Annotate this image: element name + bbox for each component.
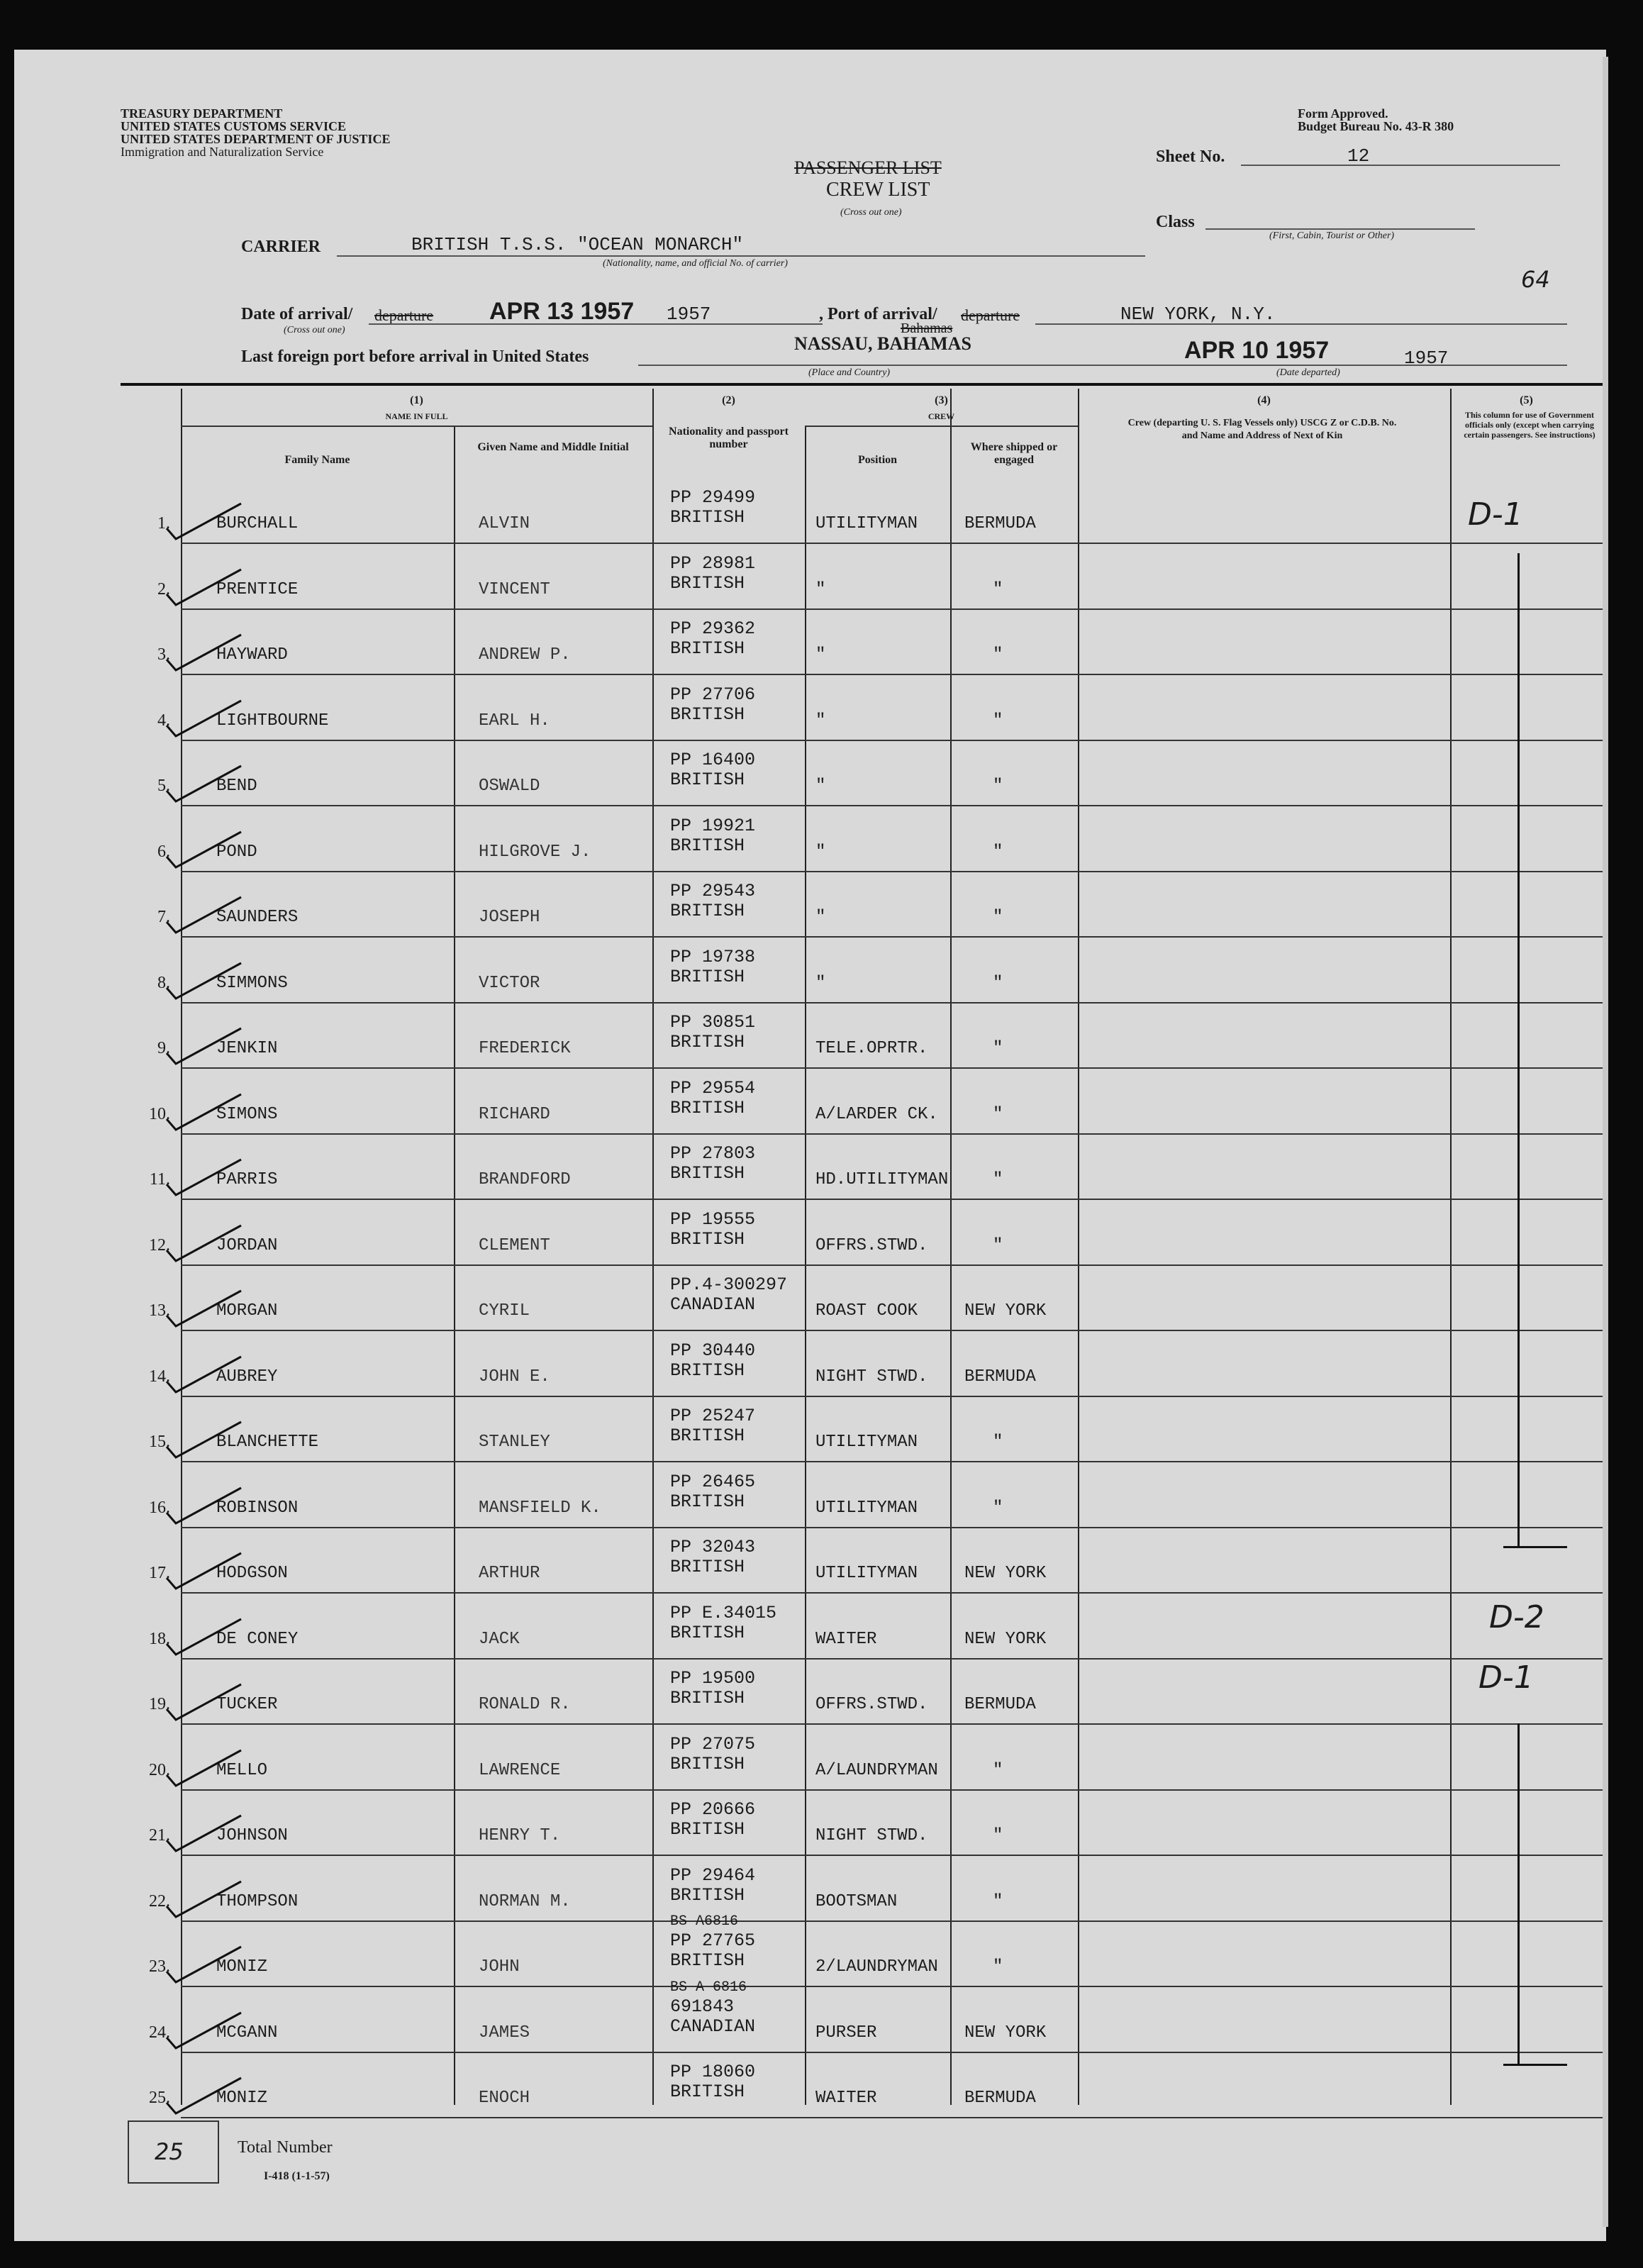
annotation-d2: D-2 <box>1489 1599 1544 1635</box>
nationality: BRITISH <box>670 966 745 987</box>
row-divider <box>181 1592 1603 1594</box>
position: " <box>815 842 826 862</box>
passport-number: PP 30440 <box>670 1340 756 1361</box>
place-note: (Place and Country) <box>808 367 891 378</box>
row-number: 19. <box>149 1695 170 1713</box>
check-mark-icon <box>163 1616 262 1658</box>
given-name: VICTOR <box>479 973 540 993</box>
position: UTILITYMAN <box>815 1498 918 1518</box>
passport-number: PP 28981 <box>670 552 756 574</box>
row-number: 22. <box>149 1891 170 1911</box>
position: WAITER <box>815 1629 877 1649</box>
passport-number: PP 19555 <box>670 1208 756 1230</box>
passport-number: PP 25247 <box>670 1406 756 1426</box>
position: A/LAUNDRYMAN <box>815 1760 938 1780</box>
given-name: RONALD R. <box>479 1695 571 1714</box>
nationality: BRITISH <box>670 1491 745 1512</box>
check-mark-icon <box>163 1287 262 1330</box>
given-name: ARTHUR <box>479 1564 540 1583</box>
check-mark-icon <box>163 1812 262 1855</box>
row-number: 1. <box>157 514 170 533</box>
annotation-d1-lower: D-1 <box>1478 1660 1534 1696</box>
passport-number: PP 29464 <box>670 1864 756 1886</box>
shipped-engaged: BERMUDA <box>964 2089 1036 2108</box>
passport-number: PP 29543 <box>670 881 756 901</box>
family-name: AUBREY <box>216 1367 278 1386</box>
last-port-struck: Bahamas <box>901 321 953 336</box>
passport-number: PP 20666 <box>670 1799 756 1820</box>
given-name: VINCENT <box>479 579 550 599</box>
position: " <box>815 777 826 796</box>
passport-number: PP 18060 <box>670 2062 756 2082</box>
row-number: 10. <box>149 1104 170 1123</box>
family-name: MONIZ <box>216 1957 268 1977</box>
row-divider <box>181 1789 1603 1791</box>
page-edge <box>1603 57 1608 2227</box>
family-name: THOMPSON <box>216 1891 299 1911</box>
col5-title: This column for use of Government officials only (except when carrying certain passengers. See instructions) <box>1464 410 1595 440</box>
nationality: BRITISH <box>670 1753 745 1774</box>
row-number: 21. <box>149 1826 170 1845</box>
port-departure-struck: departure <box>961 306 1020 324</box>
form-number: I-418 (1-1-57) <box>264 2170 330 2182</box>
row-number: 17. <box>149 1564 170 1582</box>
shipped-engaged: " <box>993 1039 1003 1058</box>
row-divider <box>181 2052 1603 2053</box>
agency-line-3: UNITED STATES DEPARTMENT OF JUSTICE <box>121 132 391 146</box>
given-name: CLEMENT <box>479 1235 550 1255</box>
agency-line-1: TREASURY DEPARTMENT <box>121 106 283 121</box>
passport-number: PP 27706 <box>670 684 756 705</box>
row-divider <box>181 1920 1603 1922</box>
given-name: ALVIN <box>479 514 530 533</box>
departed-year: 1957 <box>1404 348 1449 369</box>
passport-number: PP 16400 <box>670 750 756 770</box>
row-divider <box>181 936 1603 938</box>
position: UTILITYMAN <box>815 514 918 533</box>
nationality: BRITISH <box>670 1622 745 1643</box>
row-divider <box>181 1986 1603 1987</box>
check-mark-icon <box>163 762 262 805</box>
row-number: 5. <box>157 777 170 795</box>
nationality: CANADIAN <box>670 1294 756 1315</box>
nationality: BRITISH <box>670 1032 745 1052</box>
check-mark-icon <box>163 828 262 871</box>
col1-title: NAME IN FULL <box>385 411 448 421</box>
given-name: FREDERICK <box>479 1039 571 1058</box>
passport-number: PP 29499 <box>670 487 756 508</box>
passport-number: PP 26465 <box>670 1471 756 1492</box>
row-divider <box>181 1723 1603 1725</box>
check-mark-icon <box>163 1550 262 1592</box>
arrival-date-stamp: APR 13 1957 <box>489 298 635 325</box>
nationality: BRITISH <box>670 901 745 921</box>
check-mark-icon <box>163 894 262 936</box>
row-divider <box>181 1264 1603 1266</box>
family-name: SAUNDERS <box>216 908 299 927</box>
given-name: OSWALD <box>479 777 540 796</box>
check-mark-icon <box>163 566 262 608</box>
given-name: JOSEPH <box>479 908 540 927</box>
nationality: BRITISH <box>670 1228 745 1250</box>
check-mark-icon <box>163 960 262 1002</box>
check-mark-icon <box>163 1222 262 1264</box>
row-number: 9. <box>157 1039 170 1057</box>
row-number: 20. <box>149 1760 170 1779</box>
position: NIGHT STWD. <box>815 1367 928 1386</box>
family-name: ROBINSON <box>216 1498 299 1518</box>
nationality: BRITISH <box>670 1884 745 1906</box>
shipped-engaged: " <box>993 1826 1003 1845</box>
row-number: 3. <box>157 645 170 664</box>
carrier-value: BRITISH T.S.S. "OCEAN MONARCH" <box>411 234 744 255</box>
shipped-engaged: " <box>993 579 1003 599</box>
given-name: RICHARD <box>479 1104 550 1124</box>
shipped-engaged: " <box>993 1104 1003 1124</box>
position: HD.UTILITYMAN <box>815 1170 949 1189</box>
check-mark-icon <box>163 1156 262 1199</box>
row-number: 8. <box>157 973 170 992</box>
date-departure-struck: departure <box>374 306 434 324</box>
family-name: DE CONEY <box>216 1629 299 1649</box>
nationality: BRITISH <box>670 1097 745 1118</box>
carrier-note: (Nationality, name, and official No. of carrier) <box>603 258 788 269</box>
check-mark-icon <box>163 631 262 674</box>
family-name: MCGANN <box>216 2023 278 2042</box>
row-number: 4. <box>157 711 170 730</box>
sheet-number: 12 <box>1347 145 1370 167</box>
row-divider <box>181 805 1603 806</box>
family-name: BEND <box>216 777 257 796</box>
passport-number: PP 19738 <box>670 946 756 967</box>
shipped-engaged: " <box>993 1235 1003 1255</box>
check-mark-icon <box>163 1747 262 1789</box>
passport-number: PP 32043 <box>670 1537 756 1557</box>
check-mark-icon <box>163 697 262 740</box>
col1-number: (1) <box>410 394 423 406</box>
row-divider <box>181 1658 1603 1660</box>
row-number: 14. <box>149 1367 170 1386</box>
nationality: BRITISH <box>670 1163 745 1184</box>
port-arrival-label: , Port of arrival/ <box>819 305 937 323</box>
carrier-label: CARRIER <box>241 238 321 256</box>
passport-number: PP 29554 <box>670 1077 756 1099</box>
nationality: BRITISH <box>670 835 745 856</box>
row-divider <box>181 608 1603 610</box>
shipped-engaged: " <box>993 711 1003 730</box>
col3-number: (3) <box>935 394 948 406</box>
position: OFFRS.STWD. <box>815 1235 928 1255</box>
shipped-engaged: " <box>993 1957 1003 1977</box>
row-divider <box>181 543 1603 544</box>
col2-title: Nationality and passport number <box>669 426 789 450</box>
family-name: PARRIS <box>216 1170 278 1189</box>
annotation-d1-top: D-1 <box>1468 496 1523 533</box>
row-number: 2. <box>157 579 170 599</box>
nationality: BRITISH <box>670 1360 745 1381</box>
given-name: HENRY T. <box>479 1826 561 1845</box>
row-divider <box>181 1527 1603 1528</box>
sheet-label: Sheet No. <box>1156 148 1225 166</box>
passport-number: PP 27803 <box>670 1143 756 1164</box>
check-mark-icon <box>163 1484 262 1527</box>
budget-bureau: Budget Bureau No. 43-R 380 <box>1298 119 1454 133</box>
total-label: Total Number <box>238 2138 333 2157</box>
position-header: Position <box>857 454 898 466</box>
position: " <box>815 908 826 927</box>
given-name: CYRIL <box>479 1301 530 1321</box>
shipped-engaged: " <box>993 645 1003 665</box>
given-name: JACK <box>479 1629 520 1649</box>
row-number: 25. <box>149 2089 170 2107</box>
check-mark-icon <box>163 1943 262 1986</box>
nationality: BRITISH <box>670 1425 745 1446</box>
bracket-top <box>1517 553 1520 1546</box>
shipped-engaged: NEW YORK <box>964 2023 1047 2042</box>
row-divider <box>181 1002 1603 1004</box>
col3-title: CREW <box>928 411 955 421</box>
nationality: BRITISH <box>670 1557 745 1577</box>
shipped-engaged: BERMUDA <box>964 1695 1036 1714</box>
nationality: BRITISH <box>670 2081 745 2102</box>
passport-number: 691843 <box>670 1996 735 2017</box>
row-divider <box>181 1461 1603 1462</box>
given-name: NORMAN M. <box>479 1891 571 1911</box>
family-name: MORGAN <box>216 1301 278 1321</box>
family-name: SIMMONS <box>216 973 288 993</box>
nationality: BRITISH <box>670 638 745 659</box>
row-number: 13. <box>149 1301 170 1320</box>
shipped-engaged: BERMUDA <box>964 1367 1036 1386</box>
row-number: 16. <box>149 1498 170 1517</box>
port-value: NEW YORK, N.Y. <box>1120 304 1276 325</box>
date-arrival-label: Date of arrival/ <box>241 305 353 323</box>
position: " <box>815 579 826 599</box>
shipped-engaged: " <box>993 1498 1003 1518</box>
agency-line-4: Immigration and Naturalization Service <box>121 145 324 159</box>
nationality: BRITISH <box>670 507 745 528</box>
family-name: MELLO <box>216 1760 268 1780</box>
date-departed-note: (Date departed) <box>1276 367 1340 378</box>
row-divider <box>181 674 1603 675</box>
row-number: 15. <box>149 1433 170 1451</box>
family-name: SIMONS <box>216 1104 278 1124</box>
passport-number: PP 19921 <box>670 815 756 836</box>
nationality: BRITISH <box>670 704 745 725</box>
passport-number: PP E.34015 <box>670 1602 777 1623</box>
bracket-lower <box>1517 1723 1520 2064</box>
position: TELE.OPRTR. <box>815 1039 928 1058</box>
position: A/LARDER CK. <box>815 1104 938 1124</box>
family-name-header: Family Name <box>284 454 350 466</box>
position: NIGHT STWD. <box>815 1826 928 1845</box>
arrival-year: 1957 <box>667 304 711 325</box>
position: BOOTSMAN <box>815 1891 898 1911</box>
date-cross-note: (Cross out one) <box>284 325 345 335</box>
agency-line-2: UNITED STATES CUSTOMS SERVICE <box>121 119 346 133</box>
given-name: MANSFIELD K. <box>479 1498 601 1518</box>
family-name: BLANCHETTE <box>216 1433 319 1452</box>
family-name: MONIZ <box>216 2089 268 2108</box>
row-divider <box>181 740 1603 741</box>
shipped-engaged: " <box>993 1433 1003 1452</box>
extra-number: BS A 6816 <box>670 1979 747 1996</box>
shipped-engaged: " <box>993 1760 1003 1780</box>
shipped-engaged: NEW YORK <box>964 1629 1047 1649</box>
position: ROAST COOK <box>815 1301 918 1321</box>
class-note: (First, Cabin, Tourist or Other) <box>1269 230 1395 241</box>
nationality: BRITISH <box>670 769 745 790</box>
given-name: ANDREW P. <box>479 645 571 665</box>
col2-number: (2) <box>722 394 735 406</box>
col4-number: (4) <box>1257 394 1271 406</box>
crew-list-title: CREW LIST <box>826 179 930 201</box>
family-name: HODGSON <box>216 1564 288 1583</box>
row-divider <box>181 1330 1603 1331</box>
family-name: JOHNSON <box>216 1826 288 1845</box>
position: WAITER <box>815 2089 877 2108</box>
row-number: 18. <box>149 1629 170 1648</box>
page-number: 64 <box>1521 266 1550 293</box>
given-name: JOHN <box>479 1957 520 1977</box>
shipped-engaged: BERMUDA <box>964 514 1036 533</box>
check-mark-icon <box>163 2009 262 2052</box>
last-port-value: NASSAU, BAHAMAS <box>794 333 971 354</box>
given-name: STANLEY <box>479 1433 550 1452</box>
passenger-list-struck: PASSENGER LIST <box>794 157 942 178</box>
family-name: BURCHALL <box>216 514 299 533</box>
position: PURSER <box>815 2023 877 2042</box>
row-number: 23. <box>149 1957 170 1976</box>
cross-out-note: (Cross out one) <box>840 207 902 218</box>
row-divider <box>181 1067 1603 1069</box>
position: UTILITYMAN <box>815 1564 918 1583</box>
shipped-engaged: " <box>993 777 1003 796</box>
family-name: POND <box>216 842 257 862</box>
given-name: LAWRENCE <box>479 1760 561 1780</box>
row-number: 7. <box>157 908 170 926</box>
position: OFFRS.STWD. <box>815 1695 928 1714</box>
family-name: TUCKER <box>216 1695 278 1714</box>
row-number: 24. <box>149 2023 170 2042</box>
passport-number: PP 30851 <box>670 1012 756 1033</box>
row-divider <box>181 2117 1603 2118</box>
shipped-engaged: NEW YORK <box>964 1564 1047 1583</box>
shipped-header: Where shipped or engaged <box>970 441 1058 466</box>
row-number: 11. <box>149 1170 170 1189</box>
total-value: 25 <box>155 2138 184 2165</box>
extra-number: BS A6816 <box>670 1913 739 1930</box>
check-mark-icon <box>163 1091 262 1133</box>
check-mark-icon <box>163 500 262 543</box>
shipped-engaged: " <box>993 908 1003 927</box>
shipped-engaged: " <box>993 973 1003 993</box>
nationality: BRITISH <box>670 1819 745 1840</box>
position: " <box>815 645 826 665</box>
check-mark-icon <box>163 1878 262 1920</box>
given-name: JAMES <box>479 2023 530 2042</box>
position: " <box>815 973 826 993</box>
nationality: CANADIAN <box>670 2016 756 2037</box>
shipped-engaged: NEW YORK <box>964 1301 1047 1321</box>
passport-number: PP 27765 <box>670 1930 756 1951</box>
row-divider <box>181 1855 1603 1856</box>
family-name: HAYWARD <box>216 645 288 665</box>
check-mark-icon <box>163 1353 262 1396</box>
given-name: EARL H. <box>479 711 550 730</box>
nationality: BRITISH <box>670 1688 745 1708</box>
shipped-engaged: " <box>993 1891 1003 1911</box>
given-name: HILGROVE J. <box>479 842 591 862</box>
shipped-engaged: " <box>993 1170 1003 1189</box>
check-mark-icon <box>163 1681 262 1723</box>
col5-number: (5) <box>1520 394 1533 406</box>
given-name: ENOCH <box>479 2089 530 2108</box>
row-number: 6. <box>157 842 170 861</box>
given-name: BRANDFORD <box>479 1170 571 1189</box>
family-name: JORDAN <box>216 1235 278 1255</box>
family-name: LIGHTBOURNE <box>216 711 329 730</box>
given-name: JOHN E. <box>479 1367 550 1386</box>
shipped-engaged: " <box>993 842 1003 862</box>
family-name: PRENTICE <box>216 579 299 599</box>
passport-number: PP 27075 <box>670 1733 756 1755</box>
position: " <box>815 711 826 730</box>
passport-number: PP 19500 <box>670 1668 756 1689</box>
row-divider <box>181 871 1603 872</box>
nationality: BRITISH <box>670 1950 745 1971</box>
position: 2/LAUNDRYMAN <box>815 1957 938 1977</box>
check-mark-icon <box>163 1418 262 1461</box>
position: UTILITYMAN <box>815 1433 918 1452</box>
check-mark-icon <box>163 1025 262 1067</box>
form-approved: Form Approved. <box>1298 106 1388 121</box>
check-mark-icon <box>163 2074 262 2117</box>
class-label: Class <box>1156 213 1195 231</box>
col4-title: Crew (departing U. S. Flag Vessels only) USCG Z or C.D.B. No. and Name and Address of Next of Kin <box>1127 418 1397 441</box>
given-name-header: Given Name and Middle Initial <box>477 441 629 453</box>
last-port-label: Last foreign port before arrival in United States <box>241 348 589 366</box>
departed-date-stamp: APR 10 1957 <box>1184 337 1330 364</box>
nationality: BRITISH <box>670 572 745 594</box>
row-number: 12. <box>149 1235 170 1255</box>
row-divider <box>181 1133 1603 1135</box>
row-divider <box>181 1396 1603 1397</box>
family-name: JENKIN <box>216 1039 278 1058</box>
passport-number: PP.4-300297 <box>670 1274 788 1295</box>
row-divider <box>181 1199 1603 1200</box>
passport-number: PP 29362 <box>670 618 756 639</box>
